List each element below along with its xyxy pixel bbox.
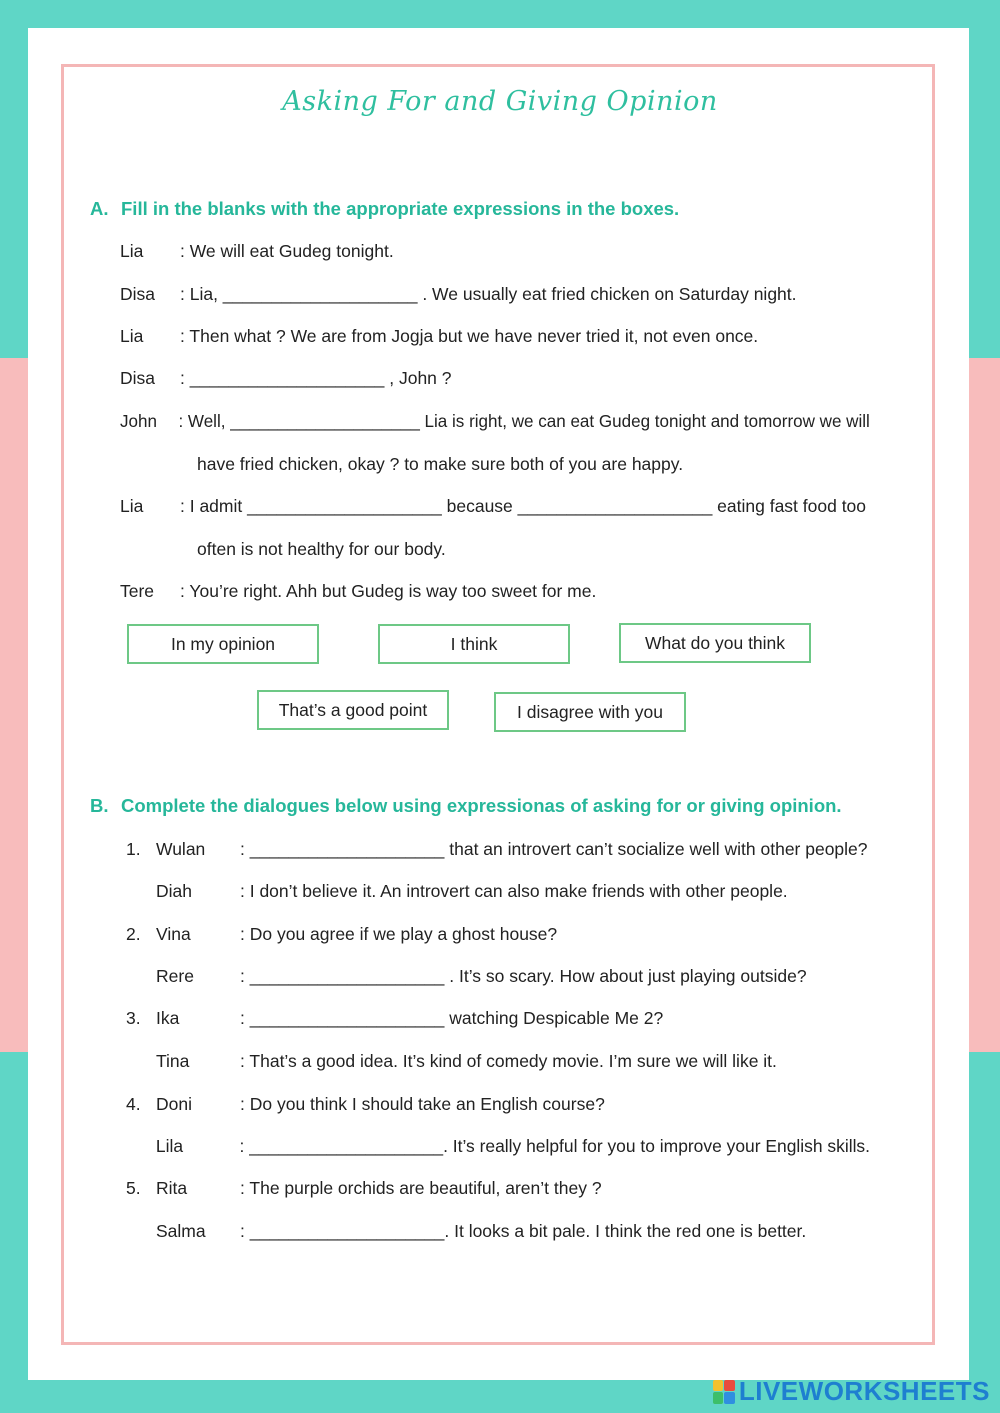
speaker-name: Diah (156, 881, 192, 901)
section-a-heading (90, 198, 679, 220)
expression-box[interactable]: That’s a good point (257, 690, 449, 730)
speaker-name: Lia (120, 496, 144, 516)
worksheet-title: Asking For and Giving Opinion (282, 86, 718, 117)
section-b-letter: B. (90, 795, 109, 816)
item-number: 5. (126, 1178, 141, 1198)
dialogue-text: : I don’t believe it. An introvert can also make friends with other people. (240, 881, 788, 901)
speaker-name: Salma (156, 1221, 206, 1241)
dialogue-text[interactable]: : Lia, ____________________ . We usually eat fried chicken on Saturday night. (180, 284, 797, 304)
dialogue-text: : We will eat Gudeg tonight. (180, 241, 394, 261)
dialogue-text[interactable]: : ____________________ . It’s so scary. How about just playing outside? (240, 966, 807, 986)
liveworksheets-icon (713, 1380, 735, 1404)
speaker-name: Vina (156, 924, 191, 944)
dialogue-text: : That’s a good idea. It’s kind of comedy movie. I’m sure we will like it. (240, 1051, 777, 1071)
expression-box[interactable]: I disagree with you (494, 692, 686, 732)
dialogue-text[interactable]: : ____________________ , John ? (180, 368, 452, 388)
speaker-name: Lia (120, 326, 144, 346)
section-b-instruction: Complete the dialogues below using expressionas of asking for or giving opinion. (121, 795, 842, 816)
speaker-name: John (120, 411, 157, 431)
item-number: 3. (126, 1008, 141, 1028)
dialogue-text: have fried chicken, okay ? to make sure both of you are happy. (197, 454, 684, 474)
dialogue-text[interactable]: : Well, ____________________ Lia is right, we can eat Gudeg tonight and tomorrow we will (178, 411, 870, 431)
item-number: 1. (126, 839, 141, 859)
expression-box[interactable]: In my opinion (127, 624, 319, 664)
section-b-heading (90, 795, 842, 817)
dialogue-text[interactable]: : ____________________ watching Despicable Me 2? (240, 1008, 664, 1028)
dialogue-text: : You’re right. Ahh but Gudeg is way too sweet for me. (180, 581, 597, 601)
section-a-instruction: Fill in the blanks with the appropriate expressions in the boxes. (121, 198, 680, 219)
item-number: 2. (126, 924, 141, 944)
speaker-name: Doni (156, 1094, 192, 1114)
brand-name: LIVEWORKSHEETS (738, 1376, 990, 1406)
speaker-name: Tina (156, 1051, 190, 1071)
item-number: 4. (126, 1094, 141, 1114)
liveworksheets-logo[interactable] (713, 1376, 990, 1407)
expression-box[interactable]: I think (378, 624, 570, 664)
speaker-name: Disa (120, 368, 156, 388)
speaker-name: Lia (120, 241, 144, 261)
speaker-name: Lila (155, 1136, 184, 1156)
speaker-name: Rere (156, 966, 194, 986)
dialogue-text: : Do you think I should take an English course? (240, 1094, 605, 1114)
dialogue-text[interactable]: : ____________________. It looks a bit pale. I think the red one is better. (240, 1221, 807, 1241)
dialogue-text[interactable]: : I admit ____________________ because ____________________ eating fast food too (180, 496, 867, 516)
expression-box[interactable]: What do you think (619, 623, 811, 663)
dialogue-text: : Then what ? We are from Jogja but we have never tried it, not even once. (180, 326, 759, 346)
dialogue-text[interactable]: : ____________________ that an introvert can’t socialize well with other people? (240, 839, 868, 859)
speaker-name: Rita (156, 1178, 188, 1198)
dialogue-text: often is not healthy for our body. (197, 539, 446, 559)
dialogue-text[interactable]: : ____________________. It’s really helpful for you to improve your English skills. (239, 1136, 870, 1156)
speaker-name: Disa (120, 284, 156, 304)
speaker-name: Wulan (156, 839, 206, 859)
section-a-letter: A. (90, 198, 109, 219)
dialogue-text: : Do you agree if we play a ghost house? (240, 924, 558, 944)
speaker-name: Tere (120, 581, 155, 601)
dialogue-text: : The purple orchids are beautiful, aren’t they ? (240, 1178, 602, 1198)
speaker-name: Ika (156, 1008, 180, 1028)
